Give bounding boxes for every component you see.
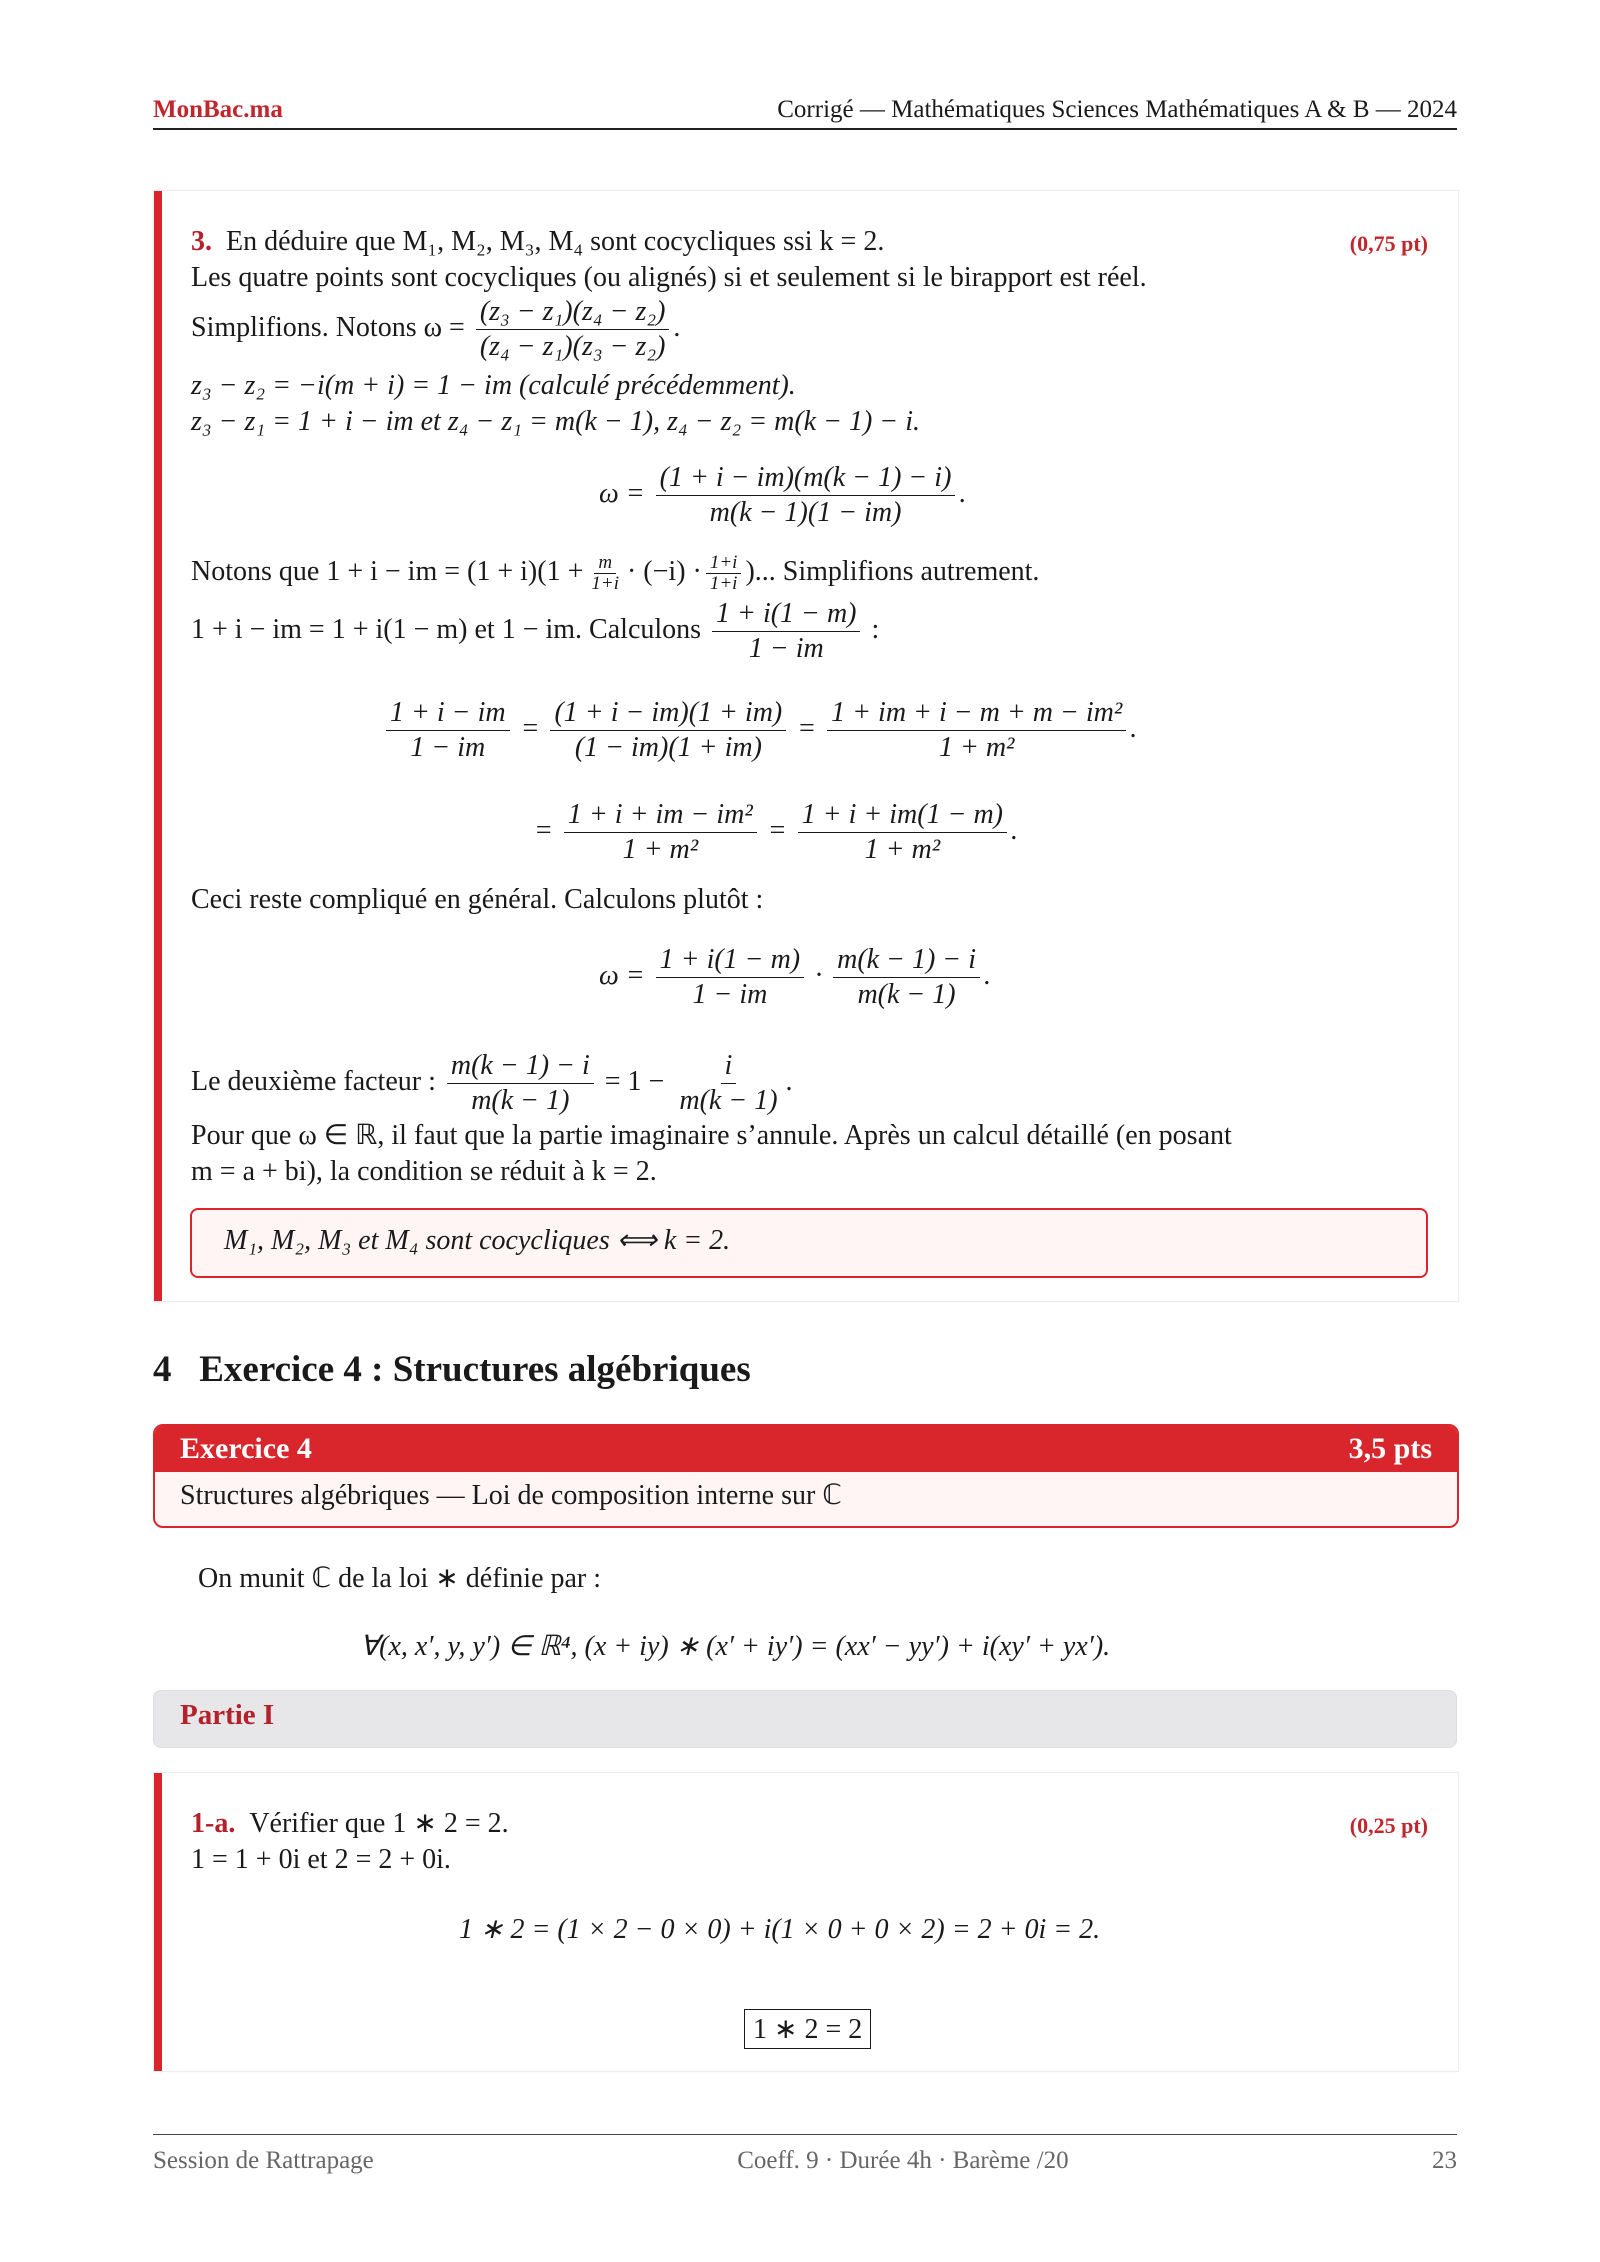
fraction — [827, 696, 1126, 765]
denominator: m(k − 1)(1 − im) — [709, 497, 902, 528]
section-title: Exercice 4 : Structures algébriques — [199, 1349, 751, 1390]
question-3-card — [153, 190, 1459, 1302]
numerator: 1 + i(1 − m) — [712, 597, 860, 632]
text-fragment: : — [871, 613, 880, 645]
header-title: Corrigé — Mathématiques Sciences Mathématiques A & B — 2024 — [777, 96, 1457, 123]
equation-line: $\frac{1 + i - im}{1 - im}$ = $\frac{(1 + i - im)(1 + im)}{(1 - im)(1 + im)}$ = $\frac{\text{1 + im + i − m + m − im²}}{\text{1 + m²}}$ . — [382, 696, 1137, 765]
numerator: (1 + i − im)(1 + im) — [550, 696, 786, 731]
card-accent-bar — [154, 1773, 162, 2071]
equation-line: = $\frac{\text{1 + i + im − im²}}{\text{1 + m²}}$ = $\frac{1 + i + im(1 - m)}{\text{1 + m²}}$ . — [534, 799, 1019, 865]
denominator: 1 + m² — [864, 834, 941, 865]
section-number: 4 — [153, 1349, 172, 1390]
text-line: z₃ − z₁ = 1 + i − im et z₄ − z₁ = m(k − 1), z₄ − z₂ = m(k − 1) − i. — [191, 406, 920, 437]
denominator: 1 − im — [410, 732, 486, 763]
numerator: (1 + i − im)(m(k − 1) − i) — [656, 461, 956, 496]
text-fragment: Le deuxième facteur : — [191, 1065, 436, 1097]
text-fragment: ω = — [599, 477, 645, 509]
exercise-label: Exercice 4 — [180, 1432, 312, 1465]
numerator: 1 + im + i − m + m − im² — [827, 696, 1126, 731]
numerator: 1 + i − im — [386, 696, 510, 731]
numerator: 1+i — [706, 553, 742, 574]
question-3-statement — [191, 225, 884, 259]
fraction — [386, 696, 510, 765]
numerator: 1 + i(1 − m) — [656, 943, 804, 978]
text-line: m = a + bi), la condition se réduit à k = 2. — [191, 1156, 657, 1187]
denominator: (1 − im)(1 + im) — [574, 732, 762, 763]
note-line — [191, 553, 1039, 594]
text-fragment: Simplifions. Notons ω = — [191, 311, 465, 343]
question-1a-card — [153, 1772, 1459, 2072]
denominator: m(k − 1) — [471, 1085, 570, 1116]
page-footer — [153, 2134, 1457, 2175]
numerator: 1 + i + im(1 − m) — [798, 798, 1007, 833]
points-badge: (0,25 pt) — [1349, 1813, 1428, 1838]
denominator: m(k − 1) — [857, 979, 956, 1010]
fraction — [706, 553, 742, 594]
equation-line: 1 ∗ 2 = (1 × 2 − 0 × 0) + i(1 × 0 + 0 × 2) = 2 + 0i = 2. — [459, 1914, 1101, 1945]
second-factor-line: Le deuxième facteur : $\frac{m(k - 1) - i}{m(k - 1)}$ = 1 − $\frac{i}{m(k - 1)}$ . — [191, 1050, 793, 1116]
denominator: 1+i — [709, 573, 738, 594]
partie-label: Partie I — [180, 1699, 275, 1731]
exercise-points: 3,5 pts — [1348, 1432, 1432, 1465]
question-text: En déduire que M₁, M₂, M₃, M₄ sont cocycliques ssi k = 2. — [226, 226, 885, 257]
fraction — [833, 943, 980, 1012]
intro-text: On munit ℂ de la loi ∗ définie par : — [198, 1563, 602, 1594]
points-badge: (0,75 pt) — [1349, 231, 1428, 256]
denominator: 1 + m² — [622, 834, 699, 865]
text-fragment: 1 + i − im = 1 + i(1 − m) et 1 − im. Calculons — [191, 613, 702, 645]
answer-text: M₁, M₂, M₃ et M₄ sont cocycliques ⟺ k = 2. — [224, 1225, 731, 1256]
fraction — [447, 1049, 594, 1118]
calc-line — [191, 597, 879, 666]
text-line: Les quatre points sont cocycliques (ou alignés) si et seulement si le birapport est réel. — [191, 262, 1147, 293]
footer-info: Coeff. 9 · Durée 4h · Barème /20 — [737, 2147, 1069, 2174]
boxed-result: 1 ∗ 2 = 2 — [744, 2009, 871, 2049]
page-number: 23 — [1432, 2147, 1457, 2174]
fraction — [587, 553, 623, 594]
footer-session: Session de Rattrapage — [153, 2147, 374, 2174]
fraction — [656, 943, 804, 1012]
denominator: m(k − 1) — [679, 1085, 778, 1116]
page-header — [153, 88, 1457, 130]
omega-definition: Simplifions. Notons ω = $\frac{\text{(z₃ − z₁)(z₄ − z₂)}}{\text{(z₄ − z₁)(z₃ − z₂)}}$ . — [191, 296, 681, 362]
fraction — [712, 597, 860, 666]
denominator: 1 − im — [748, 633, 824, 664]
text-line: 1 = 1 + 0i et 2 = 2 + 0i. — [191, 1844, 451, 1875]
text-line: Pour que ω ∈ ℝ, il faut que la partie imaginaire s’annule. Après un calcul détaillé (en posant — [191, 1120, 1232, 1151]
fraction — [550, 696, 786, 765]
question-text: Vérifier que 1 ∗ 2 = 2. — [249, 1808, 509, 1839]
text-fragment: = 1 − — [604, 1065, 665, 1097]
numerator: m(k − 1) − i — [447, 1049, 594, 1084]
denominator: 1+i — [591, 573, 619, 594]
equation-omega: ω = $\frac{(1 + i - im)(m(k - 1) - i)}{m(k - 1)(1 - im)}$ . — [599, 462, 967, 528]
fraction — [675, 1049, 781, 1118]
numerator: m — [594, 553, 616, 574]
text-line: Ceci reste compliqué en général. Calculons plutôt : — [191, 884, 764, 915]
card-accent-bar — [154, 191, 162, 1301]
fraction — [656, 461, 956, 530]
text-fragment: Notons que 1 + i − im = (1 + i)(1 + — [191, 555, 584, 587]
brand-logo: MonBac.ma — [153, 96, 283, 123]
denominator: 1 − im — [692, 979, 768, 1010]
numerator: i — [721, 1049, 737, 1084]
exercise-header — [155, 1426, 1457, 1472]
exercise-subtitle: Structures algébriques — Loi de composition interne sur ℂ — [180, 1480, 842, 1511]
answer-box — [190, 1208, 1428, 1278]
equation-omega-product: ω = $\frac{1 + i(1 - m)}{1 - im}$ · $\frac{m(k - 1) - i}{m(k - 1)}$ . — [599, 944, 991, 1010]
denominator: 1 + m² — [938, 732, 1015, 763]
numerator: m(k − 1) − i — [833, 943, 980, 978]
fraction — [798, 798, 1007, 867]
question-number: 3. — [191, 226, 212, 257]
exercise-box — [153, 1424, 1459, 1528]
section-heading — [153, 1348, 751, 1391]
fraction — [564, 798, 757, 867]
question-1a-statement — [191, 1807, 509, 1841]
partie-header — [153, 1690, 1457, 1748]
text-fragment: · (−i) · — [626, 555, 702, 587]
numerator: (z₃ − z₁)(z₄ − z₂) — [476, 295, 670, 330]
question-number: 1-a. — [191, 1808, 236, 1839]
numerator: 1 + i + im − im² — [564, 798, 757, 833]
text-fragment: )... Simplifions autrement. — [745, 555, 1040, 587]
text-line: z₃ − z₂ = −i(m + i) = 1 − im (calculé précédemment). — [191, 370, 796, 401]
fraction — [476, 295, 670, 364]
law-definition: ∀(x, x′, y, y′) ∈ ℝ⁴, (x + iy) ∗ (x′ + iy′) = (xx′ − yy′) + i(xy′ + yx′). — [360, 1631, 1111, 1662]
denominator: (z₄ − z₁)(z₃ − z₂) — [479, 331, 666, 362]
